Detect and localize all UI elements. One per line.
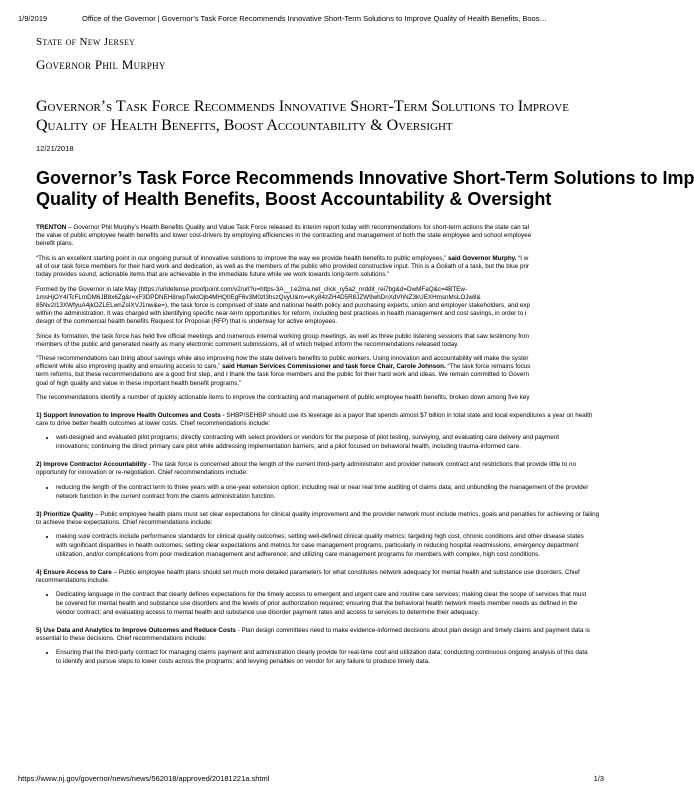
- p4-line-2: members of the public and generated nearly as many electronic comment submissions, all of which helped inform the recommendations released today.: [36, 340, 459, 348]
- p3-line-5: design of the commercial health benefits Request for Proposal (RFP) that is underway for active employees.: [36, 317, 337, 325]
- p5-quote-2: “The task force remains focus: [445, 363, 531, 371]
- state-name[interactable]: State of New Jersey: [36, 36, 136, 48]
- p4-line-1: Since its formation, the task force has held five official meetings and numerous internal working group meetings, as well as three public listening sessions that saw testimony fron: [36, 332, 530, 340]
- print-footer: [18, 774, 604, 786]
- section-2-text: - The task force is concerned about the length of the current third-party administrator and provider network contract and restrictions that provide little to no opportunity for innovation or re-negotiation. Chief recommendations include:: [36, 461, 577, 477]
- p5-line-2: [36, 363, 600, 371]
- p2-attribution: said Governor Murphy.: [446, 254, 517, 262]
- p3-line-2[interactable]: 1msHjOY4ITcFLmDM6JB8x6Zg&r=xF3DPDNEH8rwpTwktOjb4MHQ0EgF6v3M0zl3hszQvyU&m=vKy84zZH4D5R8JZW9whDnXdVhNZ3kUEXHmsnMsLOJw8&: [36, 293, 481, 301]
- paragraph-6: [36, 394, 600, 402]
- section-5-text: - Plan design committees need to make evidence-informed decisions about plan design and timely claims and payment data is essential to these decisions. Chief recommendations include:: [36, 626, 590, 643]
- section-5-lead: [36, 627, 600, 643]
- p2-quote-1: “This is an excellent starting point in our ongoing pursuit of innovative solutions to improve the way we provide health benefits to public employees,”: [36, 254, 447, 262]
- recommendation-section-5: [36, 627, 600, 666]
- list-item: • making sure contracts include performance standards for clinical quality outcomes; setting well-defined clinical quality metrics; targeting high cost, chronic conditions and other disease states with significant disparities in health outcomes; setting clear expectations and metrics for case management programs, particularly in reducing hospital readmissions, emergency department utilization, and/or complications from poor medication management and adherence; and utilizing care management programs for members with complex, high cost conditions.: [56, 532, 600, 559]
- article-headline: [36, 168, 694, 210]
- p2-quote-2: “I w: [516, 254, 529, 262]
- print-header: [18, 14, 604, 26]
- paragraph-4: [36, 333, 600, 349]
- article-smallcaps-title: Governor’s Task Force Recommends Innovative Short-Term Solutions to Improve Quality of Health Benefits, Boost Accountability & Oversight: [36, 98, 569, 134]
- headline-line-2: Quality of Health Benefits, Boost Accountability & Oversight: [36, 189, 552, 209]
- section-2-list: [36, 483, 600, 501]
- section-5-list: [36, 648, 600, 666]
- paragraph-2: [36, 255, 600, 279]
- p6-line-1: The recommendations identify a number of quickly actionable items to improve the contracting and management of public employee health benefits, broken down among five key: [36, 394, 530, 402]
- p5-line-1: “These recommendations can bring about savings while also improving how the state delivers benefits to public workers. Using innovation and accountability will make the syster: [36, 355, 529, 363]
- p5-line-3: term reforms, but these recommendations are a good first step, and I thank the task force members and the public for their hard work and ideas. We remain committed to Govern: [36, 371, 530, 379]
- p1-line-1: [36, 224, 600, 232]
- article-body: [36, 224, 600, 666]
- paragraph-1: [36, 224, 600, 248]
- section-3-title: 3) Prioritize Quality: [36, 510, 94, 518]
- section-1-lead: [36, 412, 600, 428]
- recommendation-section-3: [36, 511, 600, 559]
- recommendation-section-1: [36, 412, 600, 451]
- p5-quote-1: efficient while also improving quality and ensuring access to care,”: [36, 363, 221, 371]
- section-4-text: – Public employee health plans should set much more detailed parameters for what constitutes network adequacy for mental health and substance use disorders. Chief recommendations include:: [36, 568, 580, 584]
- list-item: • Dedicating language in the contract that clearly defines expectations for the timely access to emergent and urgent care and routine care services; making clear the scope of services that must be covered for mental health and substance use disorders and the levels of prior authorization required; ensuring that the behavioral health network meets member needs as defined in the vendor contract; and evaluating access to mental health and substance use disorder payment rates and access to services to determine their adequacy.: [56, 590, 600, 617]
- p2-line-3: today provides sound, actionable items that are achievable in the immediate future while we work towards long-term solutions.”: [36, 270, 390, 278]
- dateline: TRENTON: [36, 224, 67, 231]
- governor-name[interactable]: Governor Phil Murphy: [36, 57, 166, 72]
- section-3-lead: [36, 511, 600, 527]
- p2-line-1: [36, 255, 600, 263]
- paragraph-3: [36, 286, 600, 326]
- p2-line-2: all of our task force members for their hard work and dedication, as well as the members of the public who provided constructive input. This is a Goliath of a task, but the blue prir: [36, 262, 530, 270]
- list-item: • well-designed and evaluated pilot programs; directly contracting with select providers or vendors for the purpose of pilot testing, surveying, and evaluating care delivery and payment innovations; continuing the direct primary care pilot while addressing implementation barriers; and a pilot focused on behavioral health, including trauma-informed care.: [56, 433, 600, 451]
- section-4-lead: [36, 569, 600, 585]
- p1-line-3: benefit plans.: [36, 240, 74, 248]
- print-page-number: 1/3: [593, 774, 604, 783]
- section-1-list: [36, 433, 600, 451]
- p1-text-1: – Governor Phil Murphy’s Health Benefits Quality and Value Task Force released its interim report today with recommendations for short-term actions the state can tal: [66, 224, 530, 231]
- p3-line-3: 85Nv2I13XWfyuA4jkOZLELwnZsIXVJ1nw&e=), the task force is comprised of state and national health policy and purchasing experts, union and employer stakeholders, and exp: [36, 301, 531, 309]
- p3-line-4: within the administration. It was charged with identifying specific near-term opportunities for reform, including best practices in health management and cost savings, in order to i: [36, 309, 527, 317]
- section-1-text: SHBP/SEHBP should use its leverage as a payor that spends almost $7 billion in total state and local expenditures a year on health care to drive better health outcomes at lower costs. Chief recommendations include:: [36, 412, 593, 428]
- list-item: • Ensuring that the third-party contract for managing claims payment and administration clearly provide for real-time cost and utilization data; conducting continuous ongoing analysis of this data to identify and pursue steps to lower costs across the programs; and levying penalties on vendor for any failure to produce timely data.: [56, 648, 600, 666]
- article-date: 12/21/2018: [36, 144, 74, 153]
- p1-line-2: the value of public employee health benefits and lower cost-drivers by employing efficiencies in the contracting and management of both the state employee and school employee: [36, 232, 532, 240]
- print-url: https://www.nj.gov/governor/news/news/562018/approved/20181221a.shtml: [18, 774, 270, 783]
- section-2-lead: [36, 461, 600, 477]
- section-1-title: 1) Support Innovation to Improve Health Outcomes and Costs -: [36, 412, 227, 420]
- p5-attribution: said Human Services Commissioner and task force Chair, Carole Johnson.: [220, 363, 446, 371]
- list-item: • reducing the length of the contract term to three years with a one-year extension option; including real or near real time auditing of claims data; and unbundling the management of the provider network function in the current contract from the claims administration function.: [56, 483, 600, 501]
- section-3-text: – Public employee health plans must set clear expectations for clinical quality improvement and the provider network must include metrics, goals and penalties for achieving or failing to achieve these expectations. Chief recommendations include:: [36, 510, 600, 526]
- p5-line-4: goal of high quality and value in these important health benefit programs.”: [36, 379, 242, 387]
- section-5-title: 5) Use Data and Analytics to Improve Outcomes and Reduce Costs: [36, 626, 236, 634]
- recommendation-section-4: [36, 569, 600, 617]
- print-date: 1/9/2019: [18, 14, 48, 23]
- section-4-title: 4) Ensure Access to Care: [36, 568, 112, 576]
- section-4-list: [36, 590, 600, 617]
- page-content: [36, 36, 694, 766]
- paragraph-5: [36, 355, 600, 387]
- section-3-list: [36, 532, 600, 559]
- section-2-title: 2) Improve Contractor Accountability: [36, 461, 147, 469]
- p3-line-1[interactable]: Formed by the Governor in late May (https://urldefense.proofpoint.com/v2/url?u=https-3A__t.e2ma.net_click_ry5a2_nrddit_rei7bg&d=DwMFaQ&c=4BTEw-: [36, 285, 468, 293]
- headline-line-1: Governor’s Task Force Recommends Innovative Short-Term Solutions to Imp: [36, 168, 694, 188]
- print-page-title: Office of the Governor | Governor’s Task Force Recommends Innovative Short-Term Solutions to Improve Quality of Health Benefits, Boos…: [82, 14, 547, 23]
- recommendation-section-2: [36, 461, 600, 500]
